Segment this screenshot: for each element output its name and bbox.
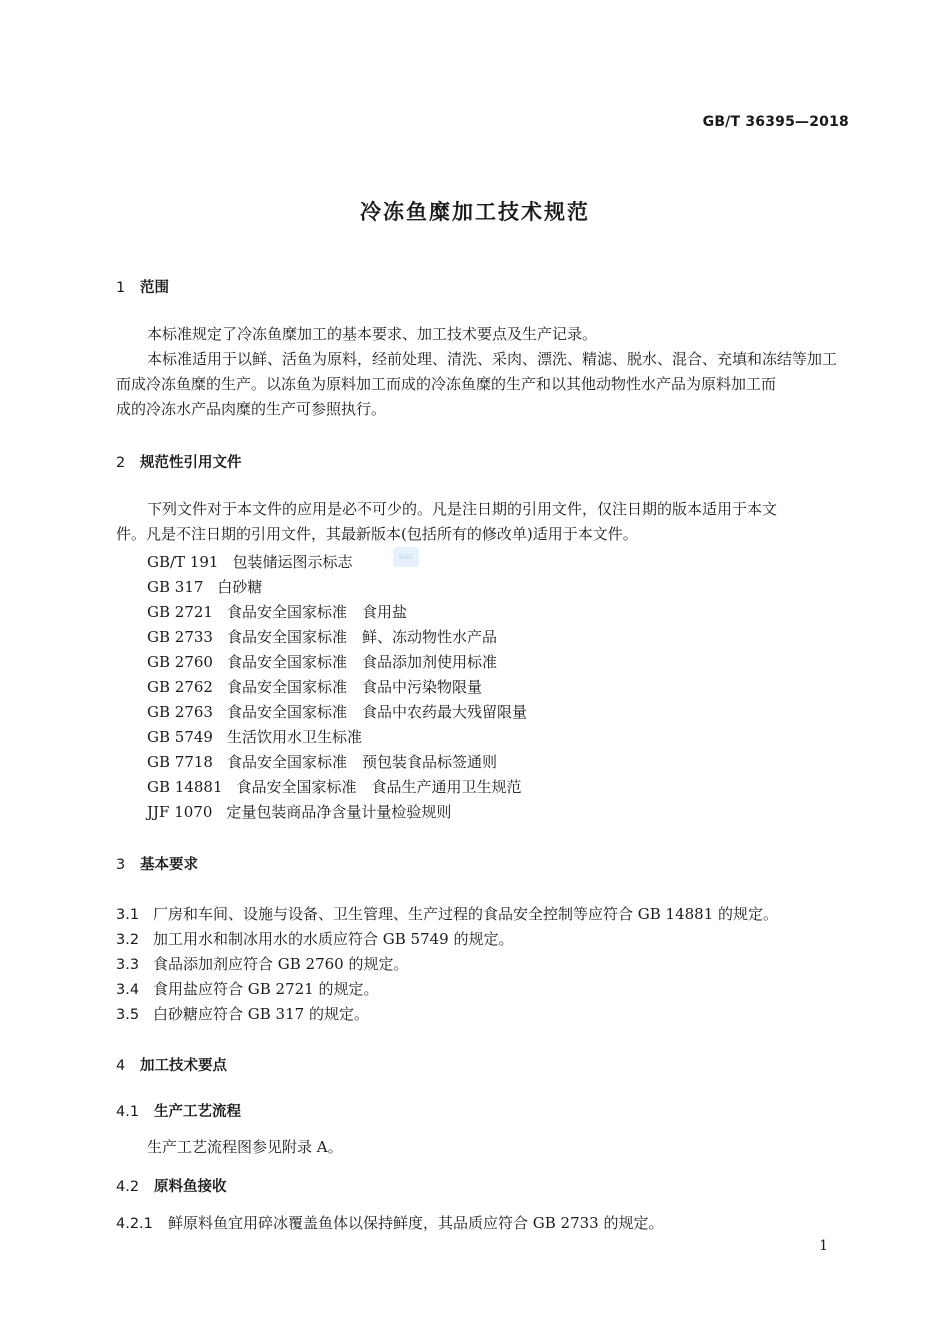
- section-3-heading: [116, 853, 198, 874]
- document-title: 冷冻鱼糜加工技术规范: [360, 200, 590, 224]
- section-number: 3: [116, 857, 126, 873]
- page-number: 1: [819, 1238, 828, 1254]
- paragraph: 本标准适用于以鲜、活鱼为原料，经前处理、清洗、采肉、漂洗、精滤、脱水、混合、充填和冻结等加工: [147, 350, 838, 368]
- reference-title: 食品安全国家标准 食用盐: [226, 603, 407, 621]
- clause-number: 3.2: [116, 932, 140, 948]
- reference-title: 食品安全国家标准 食品中农药最大残留限量: [226, 703, 527, 721]
- reference-title: 包装储运图示标志: [232, 553, 353, 571]
- section-title: 范围: [140, 280, 169, 296]
- watermark-logo: SAC: [393, 547, 419, 567]
- paragraph: 本标准规定了冷冻鱼糜加工的基本要求、加工技术要点及生产记录。: [147, 325, 598, 343]
- subsection-4-2-heading: [116, 1175, 227, 1196]
- clause-text: 食品添加剂应符合 GB 2760 的规定。: [153, 955, 409, 973]
- subsection-4-1-heading: [116, 1100, 241, 1121]
- paragraph: 件。凡是不注日期的引用文件，其最新版本(包括所有的修改单)适用于本文件。: [116, 525, 638, 543]
- reference-item: [147, 676, 496, 697]
- reference-title: 食品安全国家标准 食品生产通用卫生规范: [236, 778, 522, 796]
- reference-item: [147, 726, 376, 747]
- paragraph: 下列文件对于本文件的应用是必不可少的。凡是注日期的引用文件，仅注日期的版本适用于本文: [147, 500, 778, 518]
- subsection-title: 生产工艺流程: [154, 1104, 241, 1120]
- clause: [116, 953, 409, 974]
- reference-item: [147, 776, 536, 797]
- reference-item: [147, 626, 511, 647]
- standard-code: GB/T 36395—2018: [702, 114, 849, 130]
- reference-title: 食品安全国家标准 预包装食品标签通则: [226, 753, 497, 771]
- reference-title: 食品安全国家标准 鲜、冻动物性水产品: [226, 628, 497, 646]
- reference-item: [147, 551, 366, 572]
- reference-code: GB 2763: [147, 703, 213, 721]
- clause: [116, 978, 379, 999]
- reference-title: 食品安全国家标准 食品添加剂使用标准: [226, 653, 497, 671]
- reference-code: GB 7718: [147, 753, 213, 771]
- reference-title: 生活饮用水卫生标准: [226, 728, 362, 746]
- reference-title: 定量包装商品净含量计量检验规则: [226, 803, 452, 821]
- clause-number: 3.1: [116, 907, 140, 923]
- clause-text: 食用盐应符合 GB 2721 的规定。: [153, 980, 379, 998]
- reference-code: GB 2762: [147, 678, 213, 696]
- reference-code: GB 2760: [147, 653, 213, 671]
- reference-code: GB 2721: [147, 603, 213, 621]
- paragraph: 成的冷冻水产品肉糜的生产可参照执行。: [116, 400, 387, 418]
- section-number: 2: [116, 455, 126, 471]
- paragraph: 而成冷冻鱼糜的生产。以冻鱼为原料加工而成的冷冻鱼糜的生产和以其他动物性水产品为原料加工而: [116, 375, 777, 393]
- clause-text: 白砂糖应符合 GB 317 的规定。: [153, 1005, 369, 1023]
- clause-text: 鲜原料鱼宜用碎冰覆盖鱼体以保持鲜度，其品质应符合 GB 2733 的规定。: [168, 1214, 664, 1232]
- clause: [116, 903, 778, 924]
- reference-title: 白砂糖: [217, 578, 263, 596]
- reference-title: 食品安全国家标准 食品中污染物限量: [226, 678, 482, 696]
- reference-item: [147, 701, 541, 722]
- reference-code: GB/T 191: [147, 553, 219, 571]
- section-title: 加工技术要点: [140, 1058, 227, 1074]
- section-title: 规范性引用文件: [140, 455, 242, 471]
- reference-code: JJF 1070: [147, 803, 213, 821]
- paragraph: 生产工艺流程图参见附录 A。: [147, 1138, 343, 1156]
- section-number: 4: [116, 1058, 126, 1074]
- reference-code: GB 5749: [147, 728, 213, 746]
- section-2-heading: [116, 451, 242, 472]
- section-title: 基本要求: [140, 857, 198, 873]
- clause-number: 3.5: [116, 1007, 140, 1023]
- clause-text: 厂房和车间、设施与设备、卫生管理、生产过程的食品安全控制等应符合 GB 14881 的规定。: [153, 905, 779, 923]
- section-4-heading: [116, 1054, 227, 1075]
- reference-item: [147, 601, 421, 622]
- reference-item: [147, 751, 511, 772]
- subsection-title: 原料鱼接收: [154, 1179, 227, 1195]
- reference-item: [147, 576, 276, 597]
- reference-code: GB 14881: [147, 778, 223, 796]
- subsection-number: 4.1: [116, 1104, 140, 1120]
- reference-code: GB 2733: [147, 628, 213, 646]
- clause-number: 3.4: [116, 982, 140, 998]
- section-number: 1: [116, 280, 126, 296]
- clause: [116, 1212, 664, 1233]
- clause: [116, 1003, 369, 1024]
- section-1-heading: [116, 276, 169, 297]
- clause-number: 4.2.1: [116, 1216, 153, 1232]
- reference-item: [147, 651, 511, 672]
- reference-item: [147, 801, 465, 822]
- subsection-number: 4.2: [116, 1179, 140, 1195]
- clause-number: 3.3: [116, 957, 140, 973]
- clause-text: 加工用水和制冰用水的水质应符合 GB 5749 的规定。: [153, 930, 514, 948]
- clause: [116, 928, 514, 949]
- reference-code: GB 317: [147, 578, 204, 596]
